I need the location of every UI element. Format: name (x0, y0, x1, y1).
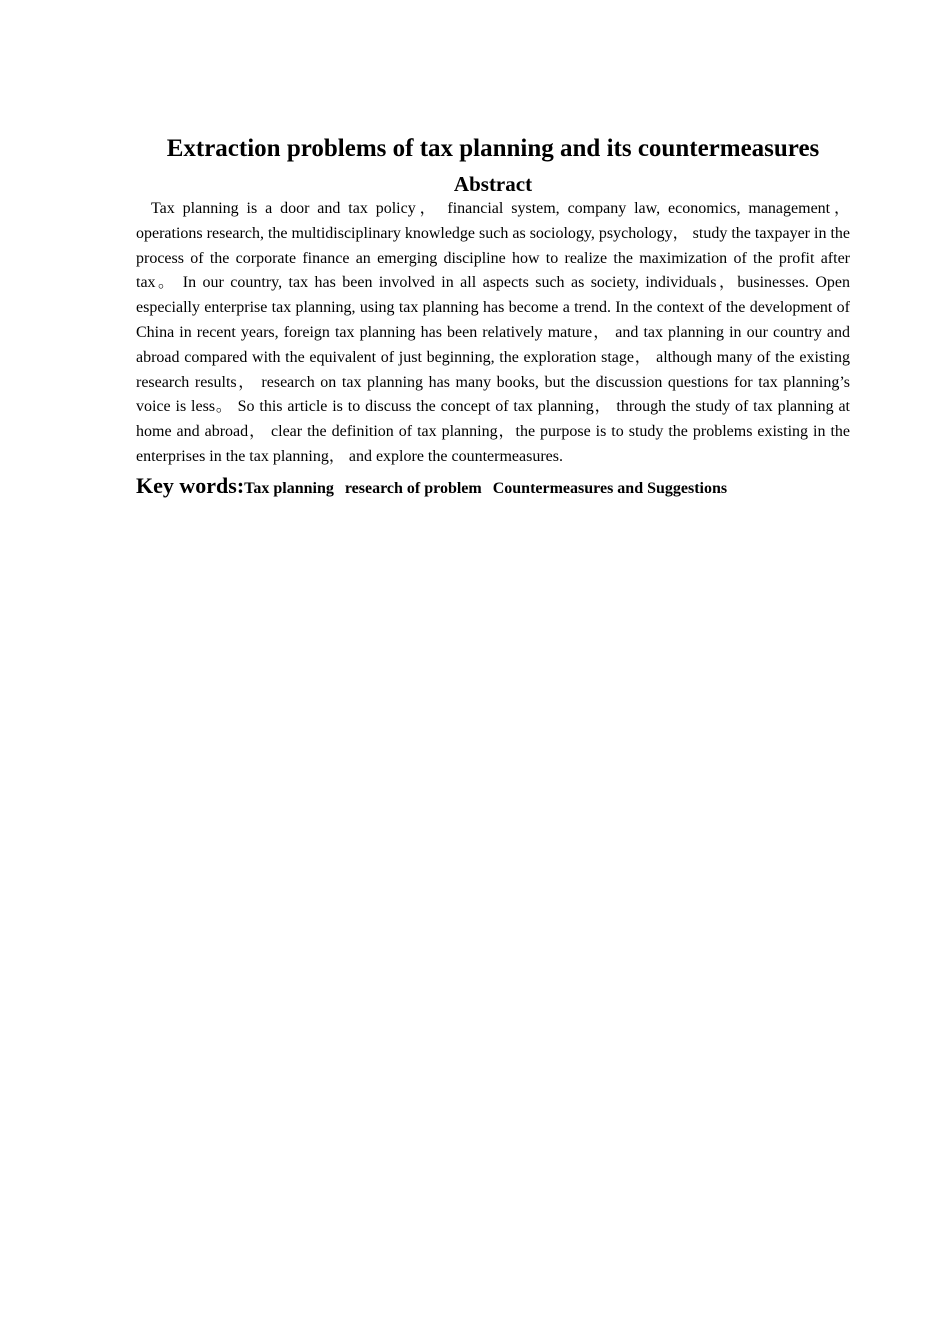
keywords-list (244, 480, 727, 497)
abstract-heading: Abstract (453, 172, 533, 196)
document-page (136, 133, 850, 503)
abstract-body: Tax planning is a door and tax policy， financial system, company law, economics, management，operations research, the multidisciplinary knowledge such as sociology, psychology， study the taxpayer in the process of the corporate finance an emerging discipline how to realize the maximization of the profit after tax。 In our country, tax has been involved in all aspects such as society, individuals，businesses. Open especially enterprise tax planning, using tax planning has become a trend. In the context of the development of China in recent years, foreign tax planning has been relatively mature， and tax planning in our country and abroad compared with the equivalent of just beginning, the exploration stage， although many of the existing research results， research on tax planning has many books, but the discussion questions for tax planning’s voice is less。 So this article is to discuss the concept of tax planning， through the study of tax planning at home and abroad， clear the definition of tax planning，the purpose is to study the problems existing in the enterprises in the tax planning， and explore the countermeasures. (136, 200, 851, 465)
document-title: Extraction problems of tax planning and its countermeasures (166, 135, 820, 162)
keyword-item: research of problem (344, 479, 482, 497)
keywords-label: Key words: (136, 472, 245, 498)
keyword-item: Tax planning (244, 479, 334, 497)
keyword-item: Countermeasures and Suggestions (492, 479, 728, 497)
keywords-line (136, 472, 850, 503)
